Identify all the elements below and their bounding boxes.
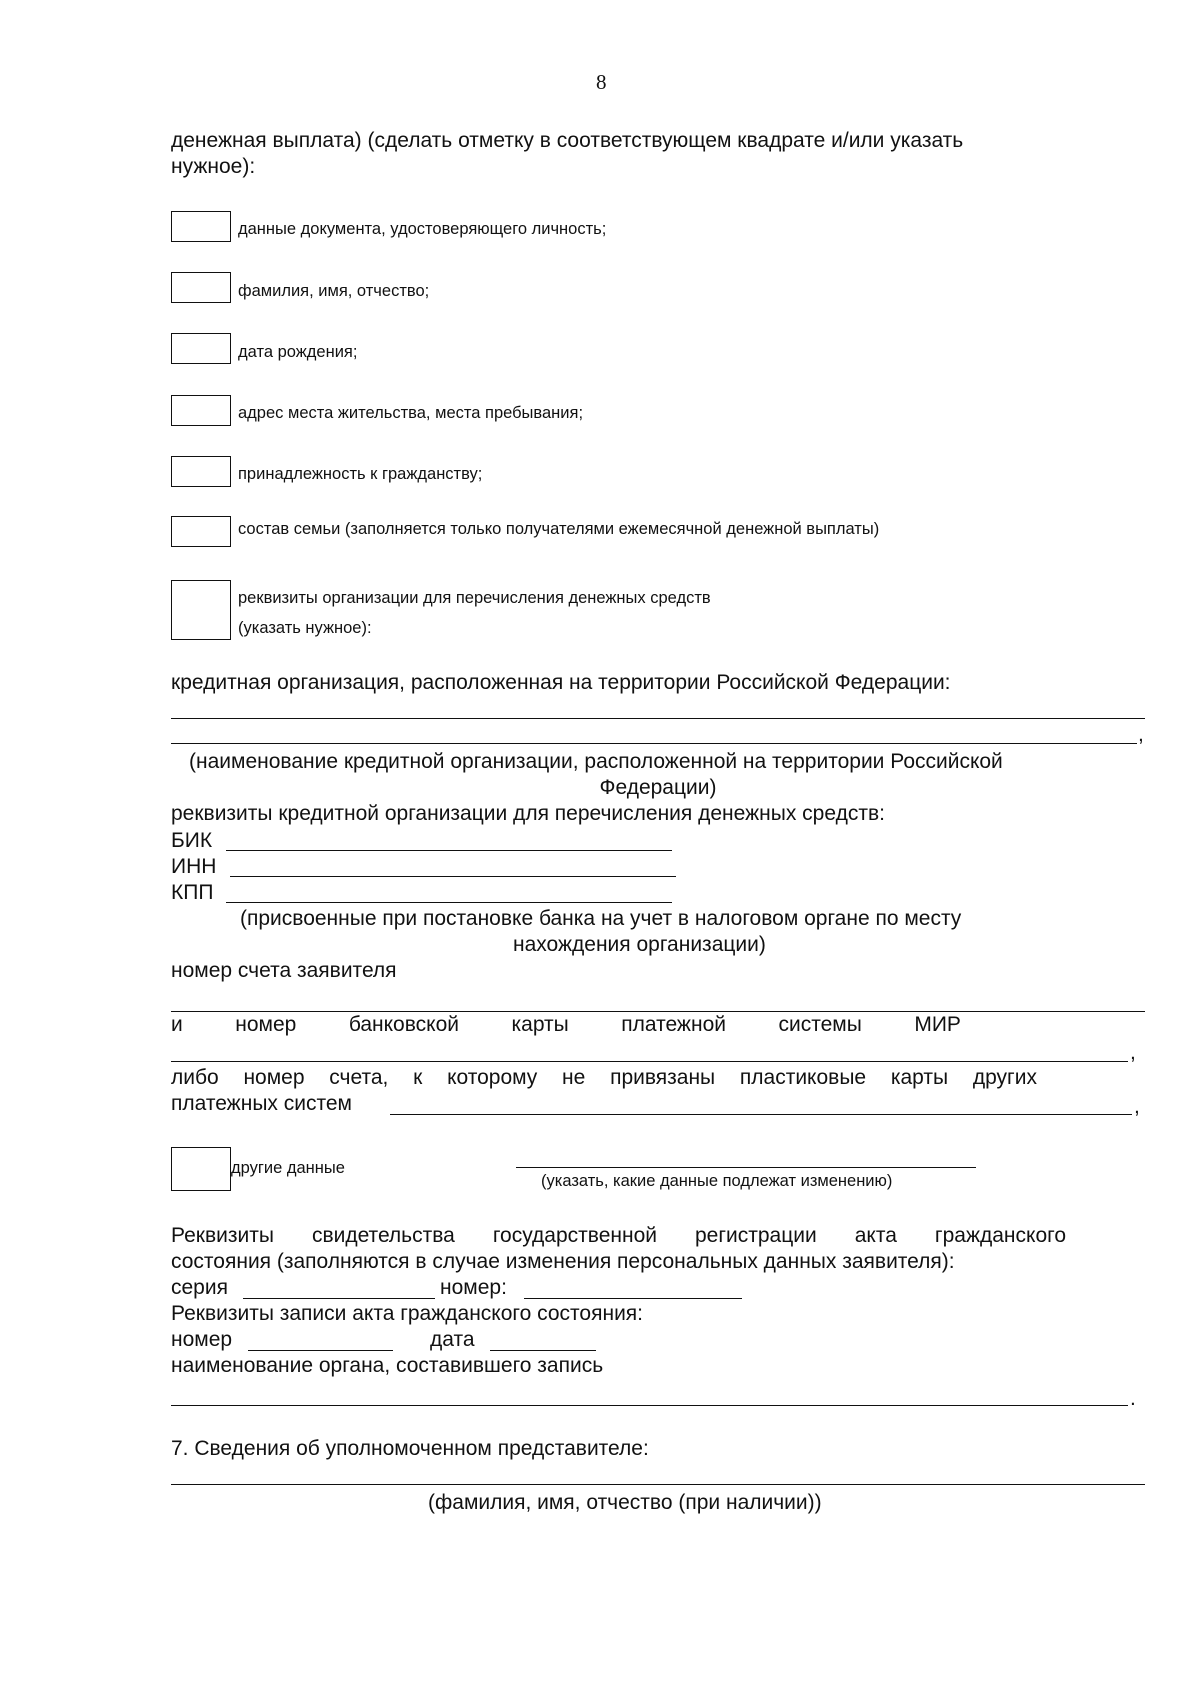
- credit-org-caption-line-1: (наименование кредитной организации, расположенной на территории Российской: [189, 750, 1003, 773]
- card-word: системы: [778, 1013, 862, 1036]
- other-account-word: привязаны: [610, 1066, 716, 1089]
- label-birth-date: дата рождения;: [238, 343, 358, 361]
- series-field[interactable]: [243, 1298, 435, 1299]
- other-account-comma: ,: [1134, 1095, 1140, 1118]
- series-label: серия: [171, 1276, 228, 1299]
- other-account-word: либо: [171, 1066, 219, 1089]
- checkbox-other-data[interactable]: [171, 1147, 231, 1191]
- record-number-field[interactable]: [248, 1350, 393, 1351]
- civil-word: свидетельства: [311, 1224, 455, 1247]
- inn-label: ИНН: [171, 855, 217, 878]
- other-data-caption: (указать, какие данные подлежат изменению): [541, 1172, 893, 1190]
- civil-word: государственной: [492, 1224, 657, 1247]
- other-account-word: которому: [447, 1066, 538, 1089]
- card-number-row: [171, 1012, 961, 1038]
- label-full-name: фамилия, имя, отчество;: [238, 282, 430, 300]
- civil-word: Реквизиты: [171, 1224, 274, 1247]
- kpp-label: КПП: [171, 881, 214, 904]
- record-date-label: дата: [430, 1328, 475, 1351]
- bik-label: БИК: [171, 829, 213, 852]
- intro-line-1: денежная выплата) (сделать отметку в соответствующем квадрате и/или указать: [171, 129, 964, 152]
- civil-word: гражданского: [934, 1224, 1066, 1247]
- label-requisites-line-2: (указать нужное):: [238, 619, 372, 637]
- credit-org-name-line-1[interactable]: [171, 718, 1145, 719]
- other-account-word: пластиковые: [739, 1066, 867, 1089]
- certificate-number-label: номер:: [440, 1276, 507, 1299]
- authority-period: .: [1130, 1387, 1136, 1410]
- civil-word: акта: [854, 1224, 897, 1247]
- record-date-field[interactable]: [490, 1350, 596, 1351]
- label-citizenship: принадлежность к гражданству;: [238, 465, 483, 483]
- card-word: номер: [235, 1013, 297, 1036]
- intro-line-2: нужное):: [171, 155, 256, 178]
- other-account-word: счета,: [329, 1066, 389, 1089]
- checkbox-organization-requisites[interactable]: [171, 580, 231, 640]
- other-account-word: номер: [243, 1066, 305, 1089]
- checkbox-identity-document[interactable]: [171, 211, 231, 242]
- kpp-caption-line-1: (присвоенные при постановке банка на учет в налоговом органе по месту: [240, 907, 962, 930]
- credit-org-caption-line-2: Федерации): [599, 776, 717, 799]
- other-data-field[interactable]: [516, 1167, 976, 1168]
- card-word: карты: [511, 1013, 569, 1036]
- kpp-field[interactable]: [226, 902, 672, 903]
- bik-field[interactable]: [226, 850, 672, 851]
- bank-requisites-heading: реквизиты кредитной организации для перечисления денежных средств:: [171, 802, 885, 825]
- representative-heading: 7. Сведения об уполномоченном представителе:: [171, 1437, 649, 1460]
- account-label: номер счета заявителя: [171, 959, 397, 982]
- other-account-word: к: [413, 1066, 423, 1089]
- card-word: и: [171, 1013, 183, 1036]
- card-word: банковской: [348, 1013, 459, 1036]
- record-number-label: номер: [171, 1328, 233, 1351]
- civil-certificate-row: [171, 1223, 1066, 1249]
- credit-org-heading: кредитная организация, расположенная на территории Российской Федерации:: [171, 671, 951, 694]
- label-address: адрес места жительства, места пребывания;: [238, 404, 584, 422]
- record-heading: Реквизиты записи акта гражданского состояния:: [171, 1302, 644, 1325]
- authority-field[interactable]: [171, 1405, 1128, 1406]
- label-family-composition: состав семьи (заполняется только получателями ежемесячной денежной выплаты): [238, 520, 880, 538]
- label-other-data: другие данные: [231, 1159, 345, 1177]
- checkbox-family-composition[interactable]: [171, 516, 231, 547]
- credit-org-comma: ,: [1138, 723, 1144, 746]
- card-word: платежной: [621, 1013, 726, 1036]
- certificate-number-field[interactable]: [524, 1298, 742, 1299]
- credit-org-name-line-2[interactable]: [171, 743, 1137, 744]
- representative-name-field[interactable]: [171, 1484, 1145, 1485]
- other-account-word: не: [562, 1066, 586, 1089]
- card-number-field[interactable]: [171, 1061, 1128, 1062]
- other-account-line-2: платежных систем: [171, 1092, 352, 1115]
- other-account-row: [171, 1065, 1037, 1091]
- representative-caption: (фамилия, имя, отчество (при наличии)): [428, 1491, 822, 1514]
- card-word: МИР: [914, 1013, 961, 1036]
- authority-label: наименование органа, составившего запись: [171, 1354, 604, 1377]
- checkbox-birth-date[interactable]: [171, 333, 231, 364]
- label-requisites-line-1: реквизиты организации для перечисления денежных средств: [238, 589, 711, 607]
- inn-field[interactable]: [230, 876, 676, 877]
- card-number-comma: ,: [1130, 1041, 1136, 1064]
- other-account-field[interactable]: [390, 1114, 1132, 1115]
- checkbox-citizenship[interactable]: [171, 456, 231, 487]
- page-number: 8: [596, 70, 607, 94]
- other-account-word: других: [972, 1066, 1037, 1089]
- checkbox-address[interactable]: [171, 395, 231, 426]
- label-identity-document: данные документа, удостоверяющего личность;: [238, 220, 607, 238]
- other-account-word: карты: [890, 1066, 949, 1089]
- civil-word: регистрации: [695, 1224, 817, 1247]
- checkbox-full-name[interactable]: [171, 272, 231, 303]
- civil-certificate-line-2: состояния (заполняются в случае изменения персональных данных заявителя):: [171, 1250, 955, 1273]
- kpp-caption-line-2: нахождения организации): [513, 933, 766, 956]
